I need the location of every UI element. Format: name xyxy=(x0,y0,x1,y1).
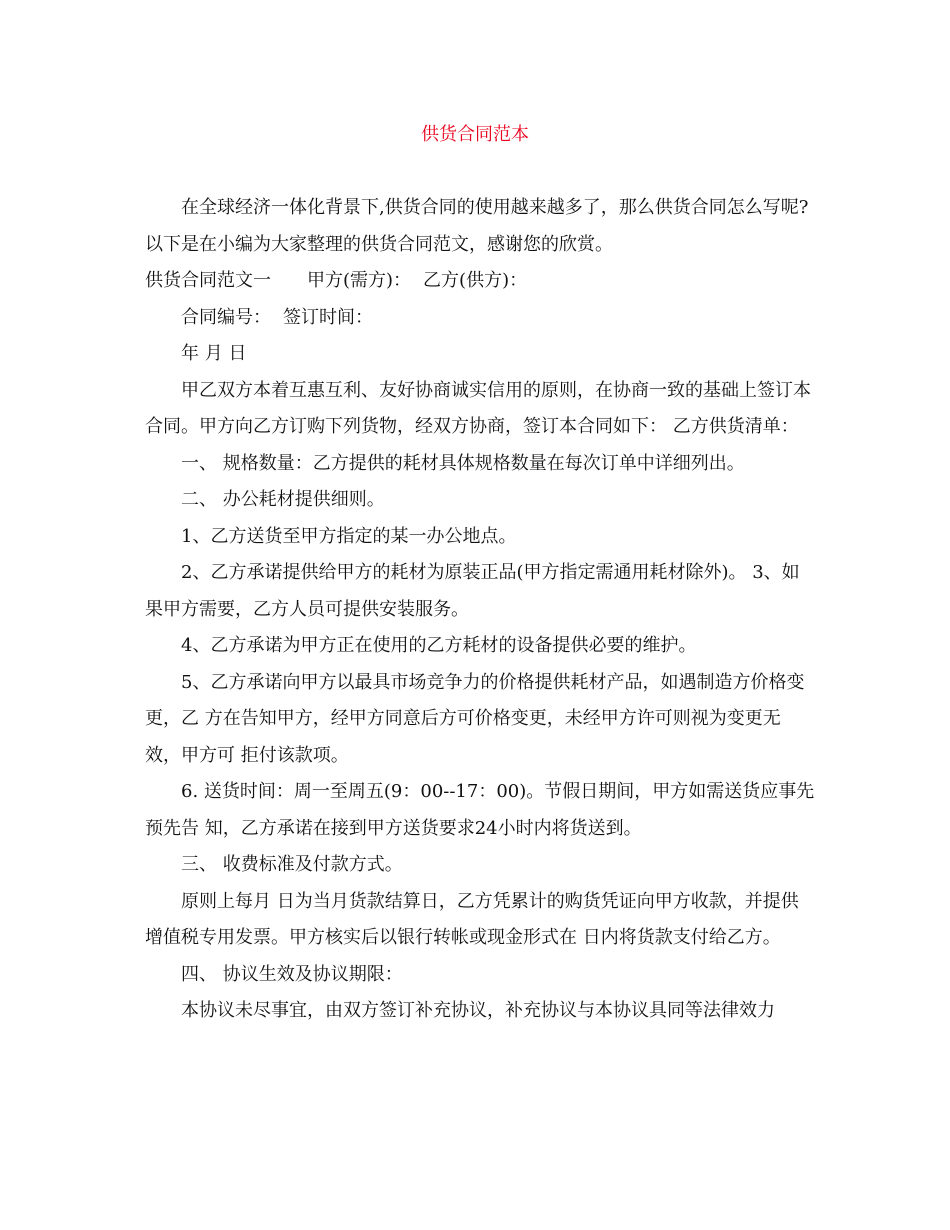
contract-number-label: 合同编号： xyxy=(181,306,271,328)
section-2: 二、 办公耗材提供细则。 xyxy=(181,489,385,510)
item-6: 6. 送货时间：周一至周五(9：00--17：00)。节假日期间，甲方如需送货应事先预先告 知，乙方承诺在接到甲方送货要求24小时内将货送到。 xyxy=(145,781,815,839)
sign-time-label: 签订时间： xyxy=(283,306,373,328)
section-3: 三、 收费标准及付款方式。 xyxy=(181,854,403,875)
section-4: 四、 协议生效及协议期限： xyxy=(181,963,403,985)
item-1: 1、乙方送货至甲方指定的某一办公地点。 xyxy=(181,525,517,547)
parties-line xyxy=(145,263,815,300)
item-5: 5、乙方承诺向甲方以最具市场竞争力的价格提供耗材产品，如遇制造方价格变更，乙 方在告知甲方，经甲方同意后方可价格变更，未经甲方许可则视为变更无效，甲方可 拒付该款项。 xyxy=(145,671,805,766)
intro-paragraph: 在全球经济一体化背景下,供货合同的使用越来越多了，那么供货合同怎么写呢?以下是在小编为大家整理的供货合同范文，感谢您的欣赏。 xyxy=(145,197,809,255)
section-1: 一、 规格数量：乙方提供的耗材具体规格数量在每次订单中详细列出。 xyxy=(181,452,745,474)
item-4: 4、乙方承诺为甲方正在使用的乙方耗材的设备提供必要的维护。 xyxy=(181,635,697,656)
final-paragraph: 本协议未尽事宜，由双方签订补充协议，补充协议与本协议具同等法律效力 xyxy=(181,1000,775,1021)
document-title: 供货合同范本 xyxy=(421,124,529,145)
document-body xyxy=(145,190,815,1030)
item-2: 2、乙方承诺提供给甲方的耗材为原装正品(甲方指定需通用耗材除外)。 3、如果甲方需要，乙方人员可提供安装服务。 xyxy=(145,562,800,620)
sample-heading: 供货合同范文一 xyxy=(145,270,271,291)
preamble-paragraph: 甲乙双方本着互惠互利、友好协商诚实信用的原则，在协商一致的基础上签订本合同。甲方向乙方订购下列货物，经双方协商，签订本合同如下： 乙方供货清单： xyxy=(145,379,811,437)
party-a-label: 甲方(需方)： xyxy=(307,270,412,291)
contract-meta-line xyxy=(145,300,815,337)
date-line: 年 月 日 xyxy=(181,343,247,364)
payment-paragraph: 原则上每月 日为当月货款结算日，乙方凭累计的购货凭证向甲方收款，并提供增值税专用发票。甲方核实后以银行转帐或现金形式在 日内将货款支付给乙方。 xyxy=(145,890,799,948)
party-b-label: 乙方(供方)： xyxy=(423,270,528,291)
